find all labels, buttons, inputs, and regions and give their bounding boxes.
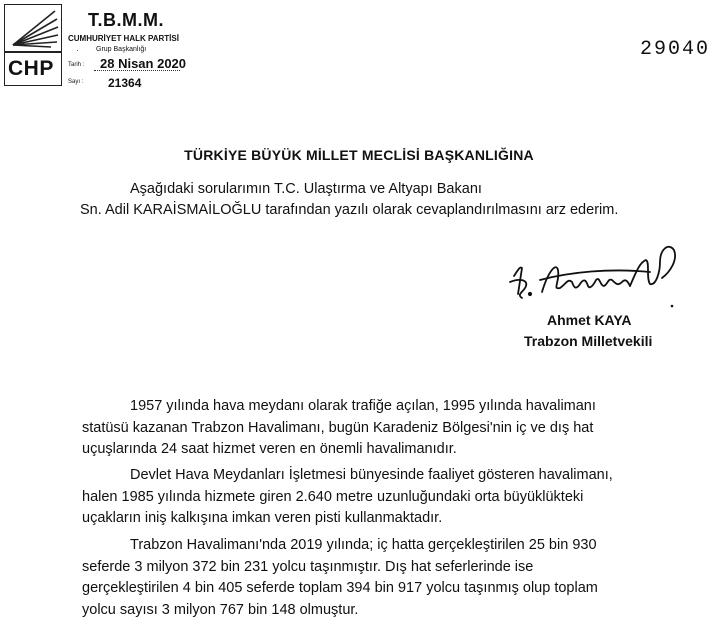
group-name: Grup Başkanlığı <box>96 46 146 53</box>
paragraph-2 <box>82 465 702 530</box>
paragraph-line: yolcu sayısı 3 milyon 767 bin 148 olmuştur. <box>82 600 702 621</box>
paragraph-line: uçakların iniş kalkışına imkan veren pisti kullanmaktadır. <box>82 508 702 530</box>
chp-arrows-icon <box>5 5 61 51</box>
intro-line-1: Aşağıdaki sorularımın T.C. Ulaştırma ve Altyapı Bakanı <box>130 181 482 197</box>
number-value: 21364 <box>108 76 141 90</box>
paragraph-line: 1957 yılında hava meydanı olarak trafiğe açılan, 1995 yılında havalimanı <box>82 396 702 418</box>
paragraph-line: Devlet Hava Meydanları İşletmesi bünyesinde faaliyet gösteren havalimanı, <box>82 465 702 487</box>
paragraph-line: uçuşlarında 24 saat hizmet veren en önemli havalimanıdır. <box>82 439 702 461</box>
header-dot: · <box>76 46 79 55</box>
logo-box <box>4 4 62 52</box>
number-label: Sayı : <box>68 79 83 85</box>
intro-line-2: Sn. Adil KARAİSMAİLOĞLU tarafından yazılı olarak cevaplandırılmasını arz ederim. <box>80 202 618 218</box>
signature-icon <box>500 232 690 312</box>
paragraph-line: Trabzon Havalimanı'nda 2019 yılında; iç hatta gerçekleştirilen 25 bin 930 <box>82 535 702 557</box>
date-underline <box>94 70 180 71</box>
paragraph-line: gerçekleştirilen 4 bin 405 seferde toplam 394 bin 917 yolcu taşınmış olup toplam <box>82 578 702 600</box>
paragraph-line: halen 1985 yılında hizmete giren 2.640 metre uzunluğundaki orta büyüklükteki <box>82 487 702 509</box>
paragraph-3 <box>82 535 702 621</box>
chp-logo-text: CHP <box>8 57 54 81</box>
page-title: TÜRKİYE BÜYÜK MİLLET MECLİSİ BAŞKANLIĞINA <box>0 147 718 163</box>
party-name: CUMHURİYET HALK PARTİSİ <box>68 34 179 43</box>
paragraph-line: statüsü kazanan Trabzon Havalimanı, bugün Karadeniz Bölgesi'nin iç ve dış hat <box>82 418 702 440</box>
parliament-name: T.B.M.M. <box>88 10 164 31</box>
header-stamp <box>4 4 194 88</box>
date-label: Tarih : <box>68 62 84 68</box>
paragraph-line: seferde 3 milyon 372 bin 231 yolcu taşınmıştır. Dış hat seferlerinde ise <box>82 557 702 579</box>
signer-title: Trabzon Milletvekili <box>524 333 652 349</box>
signer-name: Ahmet KAYA <box>547 312 632 328</box>
paragraph-1 <box>82 396 702 461</box>
document-number: 29040 <box>640 38 710 61</box>
date-value: 28 Nisan 2020 <box>100 56 186 71</box>
